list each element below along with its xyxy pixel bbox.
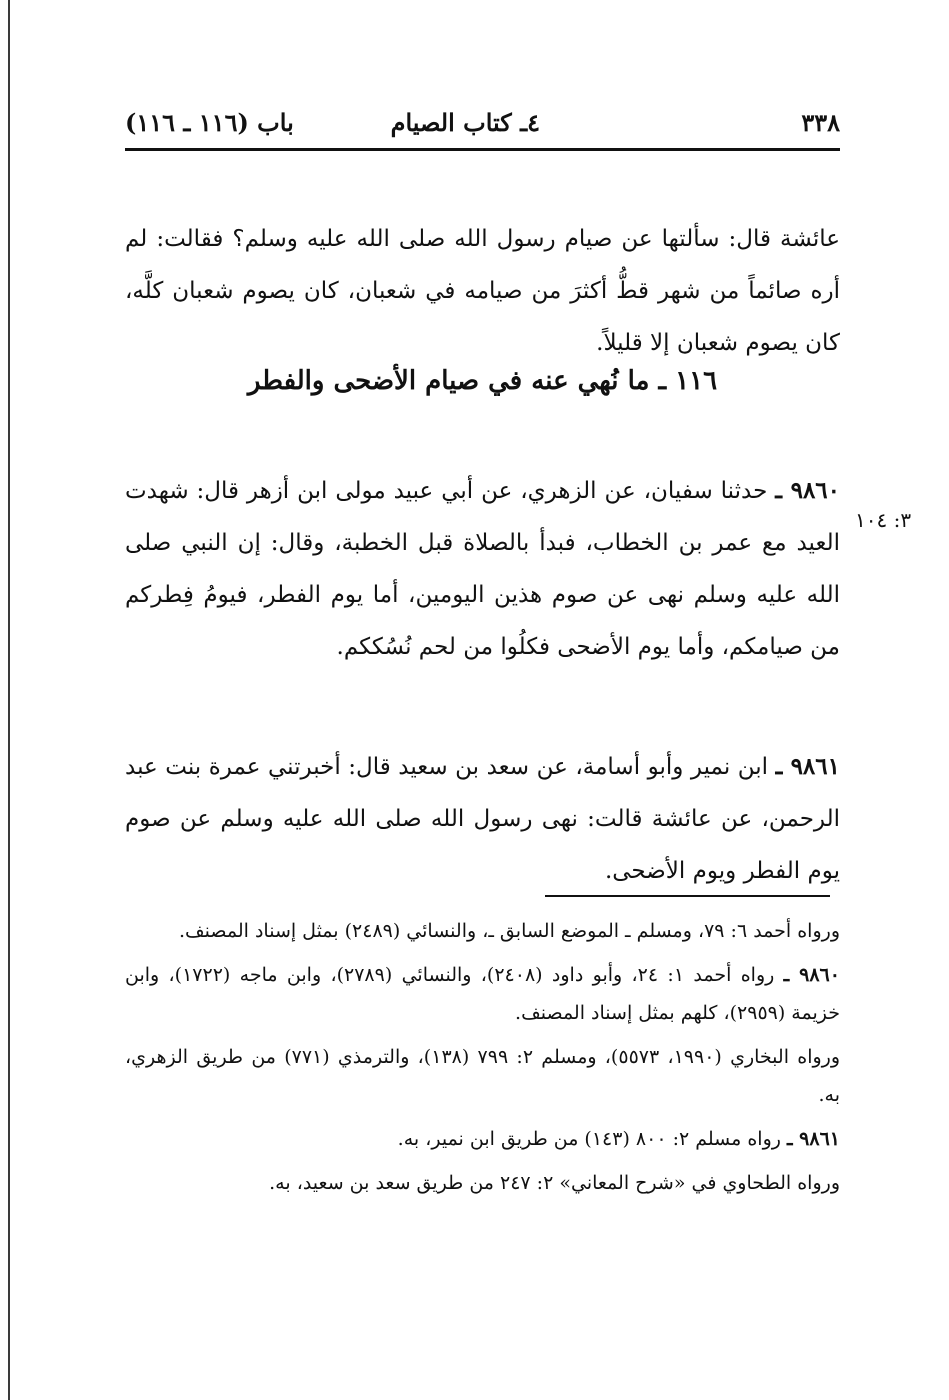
footnote-number: ٩٨٦٠ ـ xyxy=(783,964,840,986)
chapter-range: باب (١١٦ ـ ١١٦) xyxy=(125,108,294,137)
running-header xyxy=(125,108,840,148)
footnote-text: ورواه أحمد ٦: ٧٩، ومسلم ـ الموضع السابق ـ، والنسائي (٢٤٨٩) بمثل إسناد المصنف. xyxy=(178,920,840,942)
margin-reference: ٣: ١٠٤ xyxy=(855,508,912,532)
header-rule xyxy=(125,148,840,151)
section-title: ١١٦ ـ ما نُهي عنه في صيام الأضحى والفطر xyxy=(247,366,718,396)
footnote-text: رواه مسلم ٢: ٨٠٠ (١٤٣) من طريق ابن نمير، به. xyxy=(397,1128,781,1150)
footnote xyxy=(125,912,840,950)
hadith-9861 xyxy=(125,741,840,897)
page-number: ٣٣٨ xyxy=(801,108,840,137)
footnotes xyxy=(125,912,840,1208)
footnote xyxy=(125,1164,840,1202)
continuation-paragraph: عائشة قال: سألتها عن صيام رسول الله صلى الله عليه وسلم؟ فقالت: لم أره صائماً من شهر قطُّ أكثرَ من صيامه في شعبان، كان يصوم شعبان كلَّه، كان يصوم شعبان إلا قليلاً. xyxy=(125,226,840,356)
hadith-number: ٩٨٦٠ ـ xyxy=(775,477,841,504)
footnote-separator xyxy=(545,895,830,897)
footnote-text: رواه أحمد ١: ٢٤، وأبو داود (٢٤٠٨)، والنسائي (٢٧٨٩)، وابن ماجه (١٧٢٢)، وابن خزيمة (٢٩٥٩)، كلهم بمثل إسناد المصنف. xyxy=(125,964,840,1024)
footnote xyxy=(125,956,840,1032)
footnote xyxy=(125,1038,840,1114)
footnote xyxy=(125,1120,840,1158)
book-title: ٤ـ كتاب الصيام xyxy=(390,108,540,137)
footnote-number: ٩٨٦١ ـ xyxy=(786,1128,840,1150)
footnote-text: ورواه البخاري (١٩٩٠، ٥٥٧٣)، ومسلم ٢: ٧٩٩ (١٣٨)، والترمذي (٧٧١) من طريق الزهري، به. xyxy=(125,1046,840,1106)
footnote-text: ورواه الطحاوي في «شرح المعاني» ٢: ٢٤٧ من طريق سعد بن سعيد، به. xyxy=(269,1172,840,1194)
book-page xyxy=(125,0,840,1400)
hadith-number: ٩٨٦١ ـ xyxy=(775,753,840,780)
hadith-text: حدثنا سفيان، عن الزهري، عن أبي عبيد مولى ابن أزهر قال: شهدت العيد مع عمر بن الخطاب، فبدأ بالصلاة قبل الخطبة، وقال: إن النبي صلى الله عليه وسلم نهى عن صوم هذين اليومين، أما يوم الفطر، فيومُ فِطركم من صيامكم، وأما يوم الأضحى فكلُوا من لحم نُسُككم. xyxy=(125,478,840,660)
hadith-9860 xyxy=(125,465,840,673)
binding-edge-line xyxy=(8,0,10,1400)
hadith-text: ابن نمير وأبو أسامة، عن سعد بن سعيد قال: أخبرتني عمرة بنت عبد الرحمن، عن عائشة قالت: نهى رسول الله صلى الله عليه وسلم عن صوم يوم الفطر ويوم الأضحى. xyxy=(125,754,840,884)
